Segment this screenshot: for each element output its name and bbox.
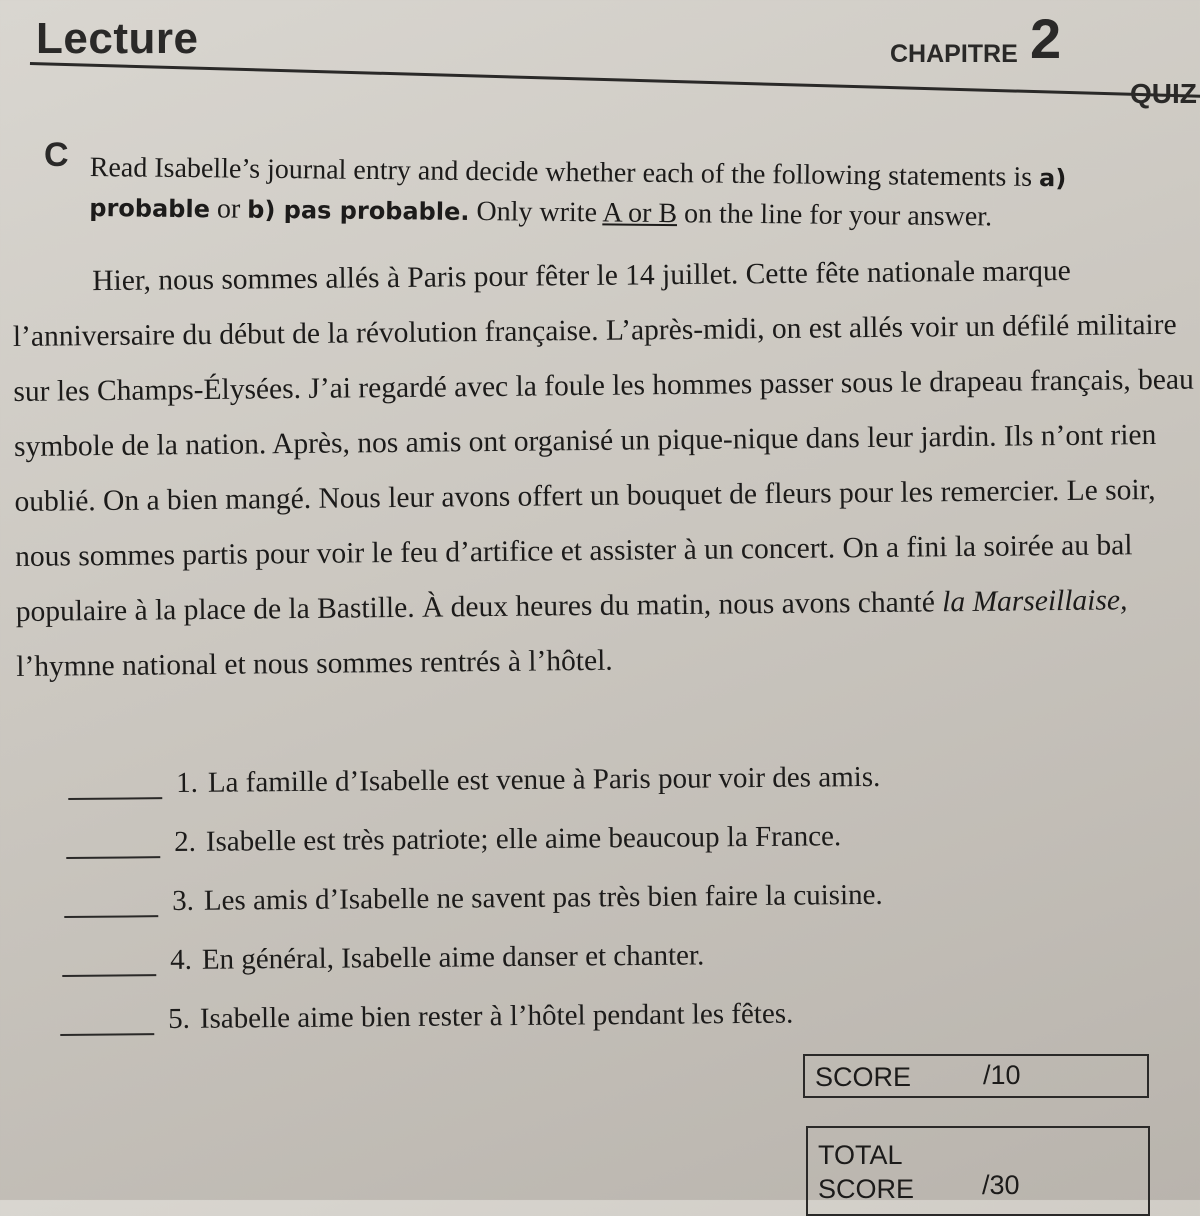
question-list [60, 760, 1060, 1063]
option-b: b) pas probable. [247, 195, 470, 226]
answer-blank[interactable] [62, 944, 156, 977]
question-item [64, 877, 1060, 945]
section-letter: C [44, 136, 69, 174]
question-item [68, 759, 1060, 827]
question-number: 1. [175, 766, 199, 800]
score-box [803, 1054, 1149, 1098]
page-title: Lecture [36, 14, 199, 63]
question-text: Isabelle aime bien rester à l’hôtel pendant les fêtes. [199, 997, 794, 1035]
score-value: /10 [983, 1060, 1021, 1090]
chapter-label: CHAPITRE [890, 40, 1018, 68]
question-number: 4. [169, 943, 193, 977]
question-text: La famille d’Isabelle est venue à Paris pour voir des amis. [207, 760, 881, 799]
passage-text-end: l’hymne national et nous sommes rentrés à l’hôtel. [16, 644, 613, 683]
song-title: la Marseillaise, [942, 584, 1128, 619]
answer-blank[interactable] [64, 885, 158, 918]
instruction-text-2: Only write [469, 195, 603, 229]
question-number: 3. [171, 884, 195, 918]
question-number: 5. [167, 1002, 191, 1036]
answer-blank[interactable] [68, 767, 162, 800]
journal-passage [12, 243, 1200, 695]
chapter-number: 2 [1030, 7, 1062, 70]
question-text: Isabelle est très patriote; elle aime beaucoup la France. [205, 820, 842, 858]
total-label: TOTAL [818, 1140, 903, 1170]
answer-blank[interactable] [66, 826, 160, 859]
instruction-text-3: on the line for your answer. [676, 198, 993, 233]
question-text: Les amis d’Isabelle ne savent pas très bien faire la cuisine. [203, 878, 883, 917]
instructions [89, 148, 1150, 239]
score-label: SCORE [815, 1062, 912, 1092]
question-text: En général, Isabelle aime danser et chanter. [201, 939, 705, 976]
total-score-label: SCORE [818, 1174, 915, 1204]
passage-text: Hier, nous sommes allés à Paris pour fêter le 14 juillet. Cette fête nationale marque l’anniversaire du début de la révolution française. L’après-midi, on est allés voir un défilé militaire sur les Champs-Élysées. J’ai regardé avec la foule les hommes passer sous le drapeau français, beau symbole de la nation. Après, nos amis ont organisé un pique-nique dans leur jardin. Ils n’ont rien oublié. On a bien mangé. Nous leur avons offert un bouquet de fleurs pour les remercier. Le soir, nous sommes partis pour voir le feu d’artifice et assister à un concert. On a fini la soirée au bal populaire à la place de la Bastille. À deux heures du matin, nous avons chanté [12, 254, 1194, 628]
question-number: 2. [173, 825, 197, 859]
total-score-box [806, 1126, 1150, 1216]
answer-format: A or B [602, 197, 678, 230]
passage-paragraph [12, 243, 1200, 695]
question-item [62, 936, 1060, 1004]
question-item [60, 995, 1060, 1063]
answer-blank[interactable] [60, 1003, 154, 1036]
instruction-or: or [209, 193, 248, 225]
instruction-text: Read Isabelle’s journal entry and decide whether each of the following statements is [89, 151, 1040, 193]
option-a: a) probable [89, 163, 1067, 224]
quiz-tag: QUIZ [1130, 78, 1197, 109]
question-item [66, 818, 1060, 886]
header-rule [30, 62, 1200, 98]
total-score-value: /30 [982, 1170, 1020, 1200]
